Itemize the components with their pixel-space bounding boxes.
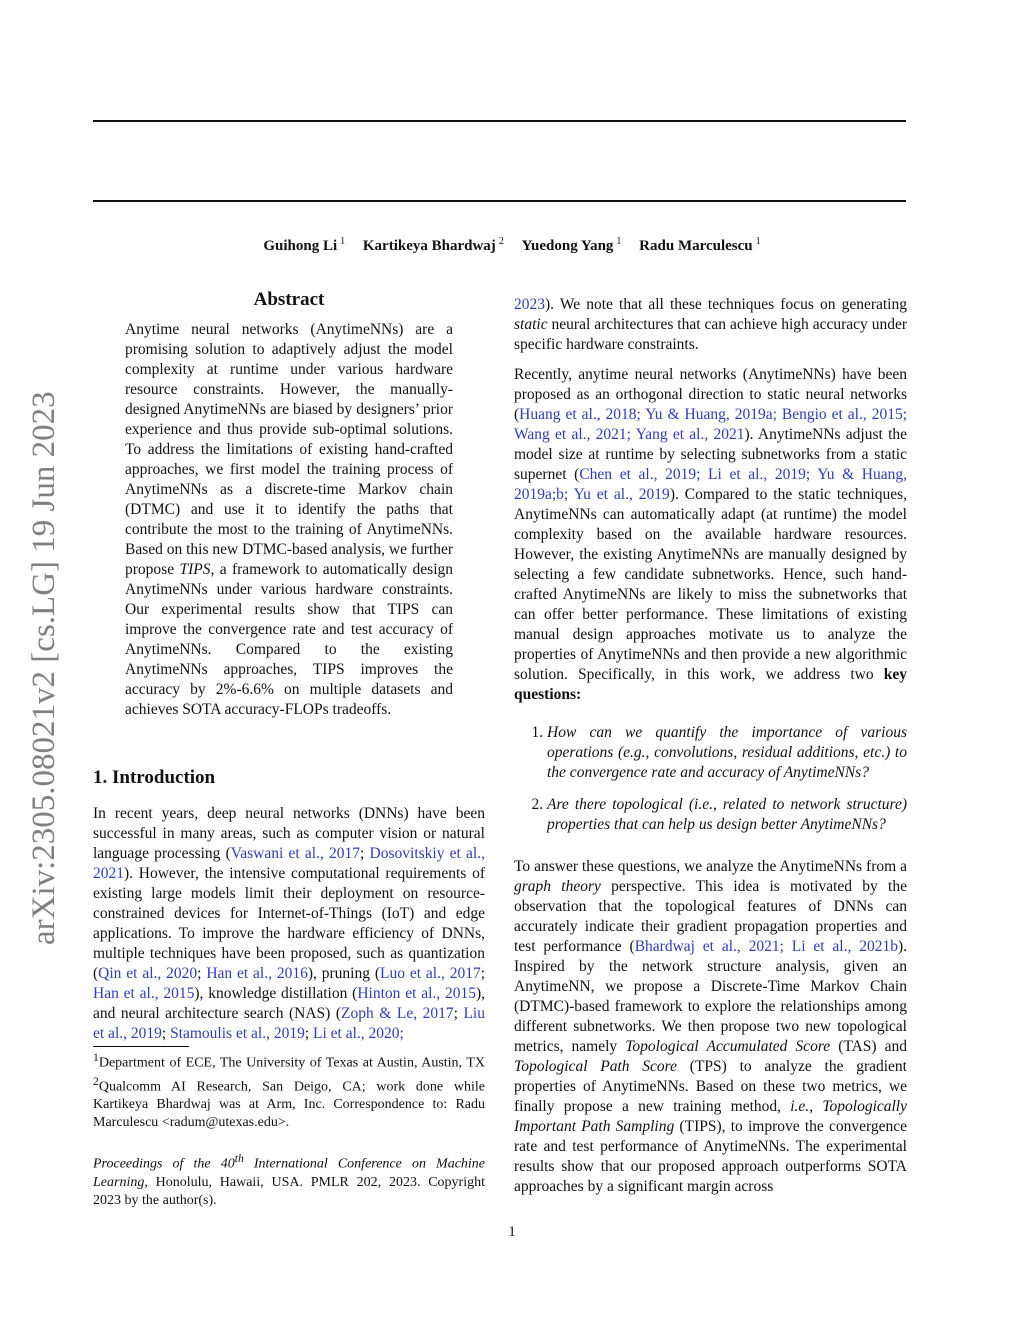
- text-run: Topological Accumulated Score: [625, 1038, 831, 1055]
- citation-link[interactable]: Dosovitskiy et al., 2021: [93, 845, 485, 882]
- text-run: th: [234, 1152, 244, 1166]
- text-run: Recently, anytime neural networks (AnytimeNNs) have been proposed as an orthogonal direction to static neural networks (: [514, 366, 907, 423]
- citation-link[interactable]: 2023: [514, 296, 545, 313]
- text-run: , Honolulu, Hawaii, USA. PMLR 202, 2023. Copyright 2023 by the author(s).: [93, 1174, 485, 1208]
- citation-link[interactable]: Han et al., 2015: [93, 985, 195, 1002]
- text-run: Topological Path Score: [514, 1058, 678, 1075]
- text-run: perspective. This idea is motivated by the observation that the topological features of DNNs can accurately indicate their gradient propagation properties and test performance (: [514, 878, 907, 955]
- citation-link[interactable]: Vaswani et al., 2017: [230, 845, 361, 862]
- citation-link[interactable]: Li et al., 2020;: [313, 1025, 404, 1042]
- citation-link[interactable]: Qin et al., 2020: [98, 965, 198, 982]
- text-run: , a framework to automatically design AnytimeNNs under various hardware constraints. Our experimental results show that TIPS can improve the convergence rate and test accuracy of AnytimeNNs. Compared to the existing AnytimeNNs approaches, TIPS improves the accuracy by 2%-6.6% on multiple datasets and achieves SOTA accuracy-FLOPs tradeoffs.: [125, 561, 453, 718]
- text-run: ;: [480, 965, 486, 982]
- text-run: 40: [220, 1156, 235, 1172]
- text-run: ;: [161, 1025, 171, 1042]
- text-run: Anytime neural networks (AnytimeNNs) are a promising solution to adaptively adjust the model complexity at runtime under various hardware resource constraints. However, the manually-designed AnytimeNNs are biased by designers’ prior experience and thus provide sub-optimal solutions. To address the limitations of existing hand-crafted approaches, we first model the training process of AnytimeNNs as a discrete-time Markov chain (DTMC) and use it to identify the paths that contribute the most to the training of AnytimeNNs. Based on this new DTMC-based analysis, we further propose: [125, 321, 454, 578]
- text-run: Qualcomm AI Research, San Deigo, CA; work done while Kartikeya Bhardwaj was at Arm, Inc. Correspondence to: Radu Marculescu <radum@utexas.edu>.: [93, 1079, 485, 1131]
- page-number: 1: [508, 1224, 516, 1240]
- left-column: [93, 290, 485, 1210]
- text-run: (TAS) and: [830, 1038, 907, 1055]
- author-name: Radu Marculescu: [639, 238, 753, 254]
- proceedings-note: [93, 1150, 485, 1210]
- text-run: Proceedings of the: [93, 1156, 221, 1172]
- text-run: ), knowledge distillation (: [194, 985, 358, 1002]
- key-question: 1. How can we quantify the importance of various operations (e.g., convolutions, residual additions, etc.) to the convergence rate and accuracy of AnytimeNNs?: [547, 723, 907, 783]
- author: [363, 238, 504, 254]
- text-run: Topologically Important Path Sampling: [514, 1098, 907, 1135]
- author-name: Yuedong Yang: [521, 238, 614, 254]
- citation-link[interactable]: Luo et al., 2017: [380, 965, 481, 982]
- introduction-heading: 1. Introduction: [93, 767, 216, 788]
- text-run: 1: [93, 1051, 99, 1064]
- author: [263, 238, 345, 254]
- introduction-paragraph: [93, 804, 485, 1044]
- author-list: [0, 236, 1024, 255]
- text-run: (TIPS), to improve the convergence rate and test performance of AnytimeNNs. The experimental results show that our proposed approach outperforms SOTA approaches by a significant margin across: [514, 1118, 907, 1195]
- text-run: ;: [453, 1005, 464, 1022]
- text-run: ). We note that all these techniques focus on generating: [545, 296, 907, 313]
- text-run: ;: [360, 845, 370, 862]
- citation-link[interactable]: Huang et al., 2018; Yu & Huang, 2019a; Bengio et al., 2015; Wang et al., 2021; Yang et al., 2021: [514, 406, 907, 443]
- text-run: ;: [197, 965, 207, 982]
- text-run: (TPS) to analyze the gradient properties of AnytimeNNs. Based on these two metrics, we finally propose a new training method,: [514, 1058, 907, 1115]
- text-run: i.e.: [790, 1098, 810, 1115]
- text-run: ,: [809, 1098, 823, 1115]
- citation-link[interactable]: Han et al., 2016: [206, 965, 308, 982]
- top-rule: [93, 120, 906, 122]
- author-affiliation: 1: [340, 236, 346, 247]
- body-paragraph: [514, 365, 907, 705]
- text-run: Department of ECE, The University of Texas at Austin, Austin, TX: [98, 1055, 485, 1071]
- text-run: ). However, the intensive computational requirements of existing large models limit their deployment on resource-constrained devices for Internet-of-Things (IoT) and edge applications. To improve the hardware efficiency of DNNs, multiple techniques have been proposed, such as quantization (: [93, 865, 485, 982]
- text-run: key questions:: [514, 666, 907, 703]
- text-run: ), pruning (: [307, 965, 381, 982]
- text-run: neural architectures that can achieve high accuracy under specific hardware constraints.: [514, 316, 907, 353]
- abstract-heading: Abstract: [253, 289, 325, 310]
- author-name: Guihong Li: [263, 238, 338, 254]
- author-affiliation: 1: [616, 236, 622, 247]
- citation-link[interactable]: Stamoulis et al., 2019: [170, 1025, 305, 1042]
- text-run: International Conference on Machine Learning: [93, 1156, 486, 1190]
- text-run: To answer these questions, we analyze the AnytimeNNs from a: [514, 858, 907, 875]
- author: [639, 238, 760, 254]
- text-run: static: [514, 316, 548, 333]
- author-name: Kartikeya Bhardwaj: [362, 238, 496, 254]
- title-bottom-rule: [93, 200, 906, 202]
- citation-link[interactable]: Bhardwaj et al., 2021; Li et al., 2021b: [634, 938, 898, 955]
- affiliation-footnote: [93, 1049, 485, 1132]
- text-run: graph theory: [514, 878, 601, 895]
- key-question: 2. Are there topological (i.e., related to network structure) properties that can help us design better AnytimeNNs?: [547, 795, 907, 835]
- text-run: TIPS: [179, 561, 211, 578]
- body-paragraph: [514, 857, 907, 1197]
- text-run: 2: [93, 1074, 99, 1088]
- author-affiliation: 1: [755, 236, 761, 247]
- footnote-divider: [93, 1046, 189, 1047]
- text-run: ), and neural architecture search (NAS) (: [93, 985, 486, 1022]
- citation-link[interactable]: Zoph & Le, 2017: [341, 1005, 454, 1022]
- author: [522, 238, 622, 254]
- key-questions-list: [514, 723, 907, 835]
- text-run: In recent years, deep neural networks (DNNs) have been successful in many areas, such as computer vision or natural language processing (: [93, 805, 485, 862]
- author-affiliation: 2: [498, 236, 504, 247]
- citation-link[interactable]: Chen et al., 2019; Li et al., 2019; Yu & Huang, 2019a;b; Yu et al., 2019: [514, 466, 908, 503]
- text-run: ;: [304, 1025, 314, 1042]
- text-run: ). AnytimeNNs adjust the model size at runtime by selecting subnetworks from a static supernet (: [514, 426, 907, 483]
- arxiv-identifier: arXiv:2305.08021v2 [cs.LG] 19 Jun 2023: [26, 391, 62, 945]
- text-run: ). Compared to the static techniques, AnytimeNNs can automatically adapt (at runtime) the model complexity based on the available hardware resources. However, the existing AnytimeNNs are manually designed by selecting a few candidate subnetworks. Hence, such hand-crafted AnytimeNNs are likely to miss the subnetworks that can offer better performance. These limitations of existing manual design approaches motivate us to analyze the properties of AnytimeNNs and then provide a new algorithmic solution. Specifically, in this work, we address two: [514, 486, 908, 683]
- citation-link[interactable]: Hinton et al., 2015: [357, 985, 476, 1002]
- text-run: ). Inspired by the network structure analysis, given an AnytimeNN, we propose a Discrete-Time Markov Chain (DTMC)-based framework to explore the relationships among different subnetworks. We then propose two new topological metrics, namely: [514, 938, 907, 1055]
- citation-link[interactable]: Liu et al., 2019: [93, 1005, 485, 1042]
- body-paragraph: [514, 295, 907, 355]
- abstract-text: [125, 320, 453, 720]
- right-column: [514, 295, 907, 1197]
